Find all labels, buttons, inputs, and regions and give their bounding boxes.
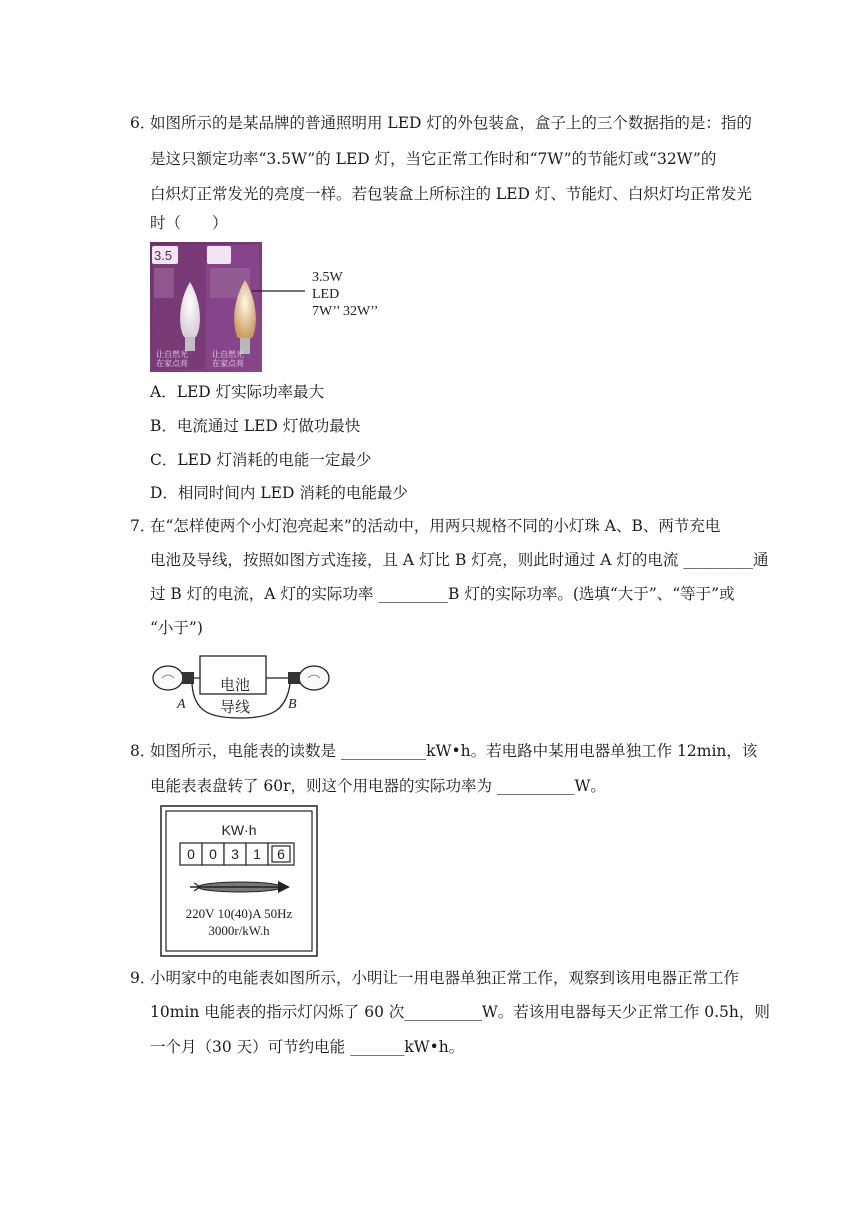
meter-digit: 0	[187, 846, 195, 862]
svg-text:在家点亮: 在家点亮	[156, 359, 188, 368]
energy-meter	[160, 805, 318, 957]
energy-meter-figure	[160, 805, 318, 957]
bulb-a-icon	[153, 666, 183, 690]
svg-text:在家点亮: 在家点亮	[212, 359, 244, 368]
option-d: D．相同时间内 LED 消耗的电能最少	[150, 484, 408, 502]
question-number: 9．	[130, 969, 156, 987]
question-text-line: 电能表表盘转了 60r，则这个用电器的实际功率为 __________W。	[150, 777, 606, 795]
question-text-line: 10min 电能表的指示灯闪烁了 60 次__________W。若该用电器每天少正常工作 0.5h，则	[150, 1003, 770, 1021]
question-text-line: 过 B 灯的电流，A 灯的实际功率 _________B 灯的实际功率。(选填“大于”、“等于”或	[150, 585, 735, 603]
meter-digit: 0	[209, 846, 217, 862]
callout-equivalents: 7W’’ 32W’’	[312, 304, 379, 319]
meter-digit-decimal: 6	[277, 846, 285, 862]
wire-label: 导线	[220, 698, 251, 716]
question-text-line: 小明家中的电能表如图所示，小明让一用电器单独正常工作，观察到该用电器正常工作	[150, 969, 740, 987]
circuit-diagram	[150, 650, 332, 722]
led-package-figure	[150, 242, 390, 372]
led-package-image	[150, 242, 390, 372]
question-text-line: 是这只额定功率“3.5W”的 LED 灯，当它正常工作时和“7W”的节能灯或“32W”的	[150, 150, 717, 168]
question-number: 8．	[130, 742, 156, 760]
option-a: A．LED 灯实际功率最大	[150, 383, 325, 401]
question-number: 7．	[130, 517, 156, 535]
question-number: 6．	[130, 114, 156, 132]
meter-unit: KW·h	[221, 822, 257, 838]
question-text-line: 如图所示的是某品牌的普通照明用 LED 灯的外包装盒，盒子上的三个数据指的是：指的	[150, 114, 752, 132]
callout-power: 3.5W	[312, 270, 343, 285]
box-caption: 让自然光	[156, 350, 188, 359]
question-text-line: 一个月（30 天）可节约电能 _______kW•h。	[150, 1038, 465, 1056]
bulb-circuit-figure	[150, 650, 332, 722]
bulb-a-socket	[182, 672, 194, 684]
option-c: C．LED 灯消耗的电能一定最少	[150, 451, 372, 469]
option-b: B．电流通过 LED 灯做功最快	[150, 417, 361, 435]
battery-label: 电池	[220, 676, 251, 694]
bulb-b-icon	[299, 666, 329, 690]
question-text-line: 时（ ）	[150, 214, 228, 232]
callout-led: LED	[312, 287, 340, 302]
meter-digit: 3	[231, 846, 239, 862]
wattage-badge: 3.5	[154, 248, 173, 263]
question-text-line: 电池及导线，按照如图方式连接，且 A 灯比 B 灯亮，则此时通过 A 灯的电流 _________通	[150, 551, 769, 569]
label-a: A	[177, 697, 186, 712]
question-text-line: 在“怎样使两个小灯泡亮起来”的活动中，用两只规格不同的小灯珠 A、B、两节充电	[150, 517, 721, 535]
svg-text:让自然光: 让自然光	[212, 350, 244, 359]
label-b: B	[288, 697, 297, 712]
meter-constant: 3000r/kW.h	[208, 923, 270, 938]
question-text-line: 如图所示，电能表的读数是 ___________kW•h。若电路中某用电器单独工作 12min，该	[150, 742, 758, 760]
bulb-b-socket	[288, 672, 300, 684]
question-text-line: “小于”)	[150, 619, 203, 637]
question-text-line: 白炽灯正常发光的亮度一样。若包装盒上所标注的 LED 灯、节能灯、白炽灯均正常发光	[150, 185, 752, 203]
meter-digit: 1	[253, 846, 261, 862]
meter-spec-line: 220V 10(40)A 50Hz	[185, 906, 293, 921]
